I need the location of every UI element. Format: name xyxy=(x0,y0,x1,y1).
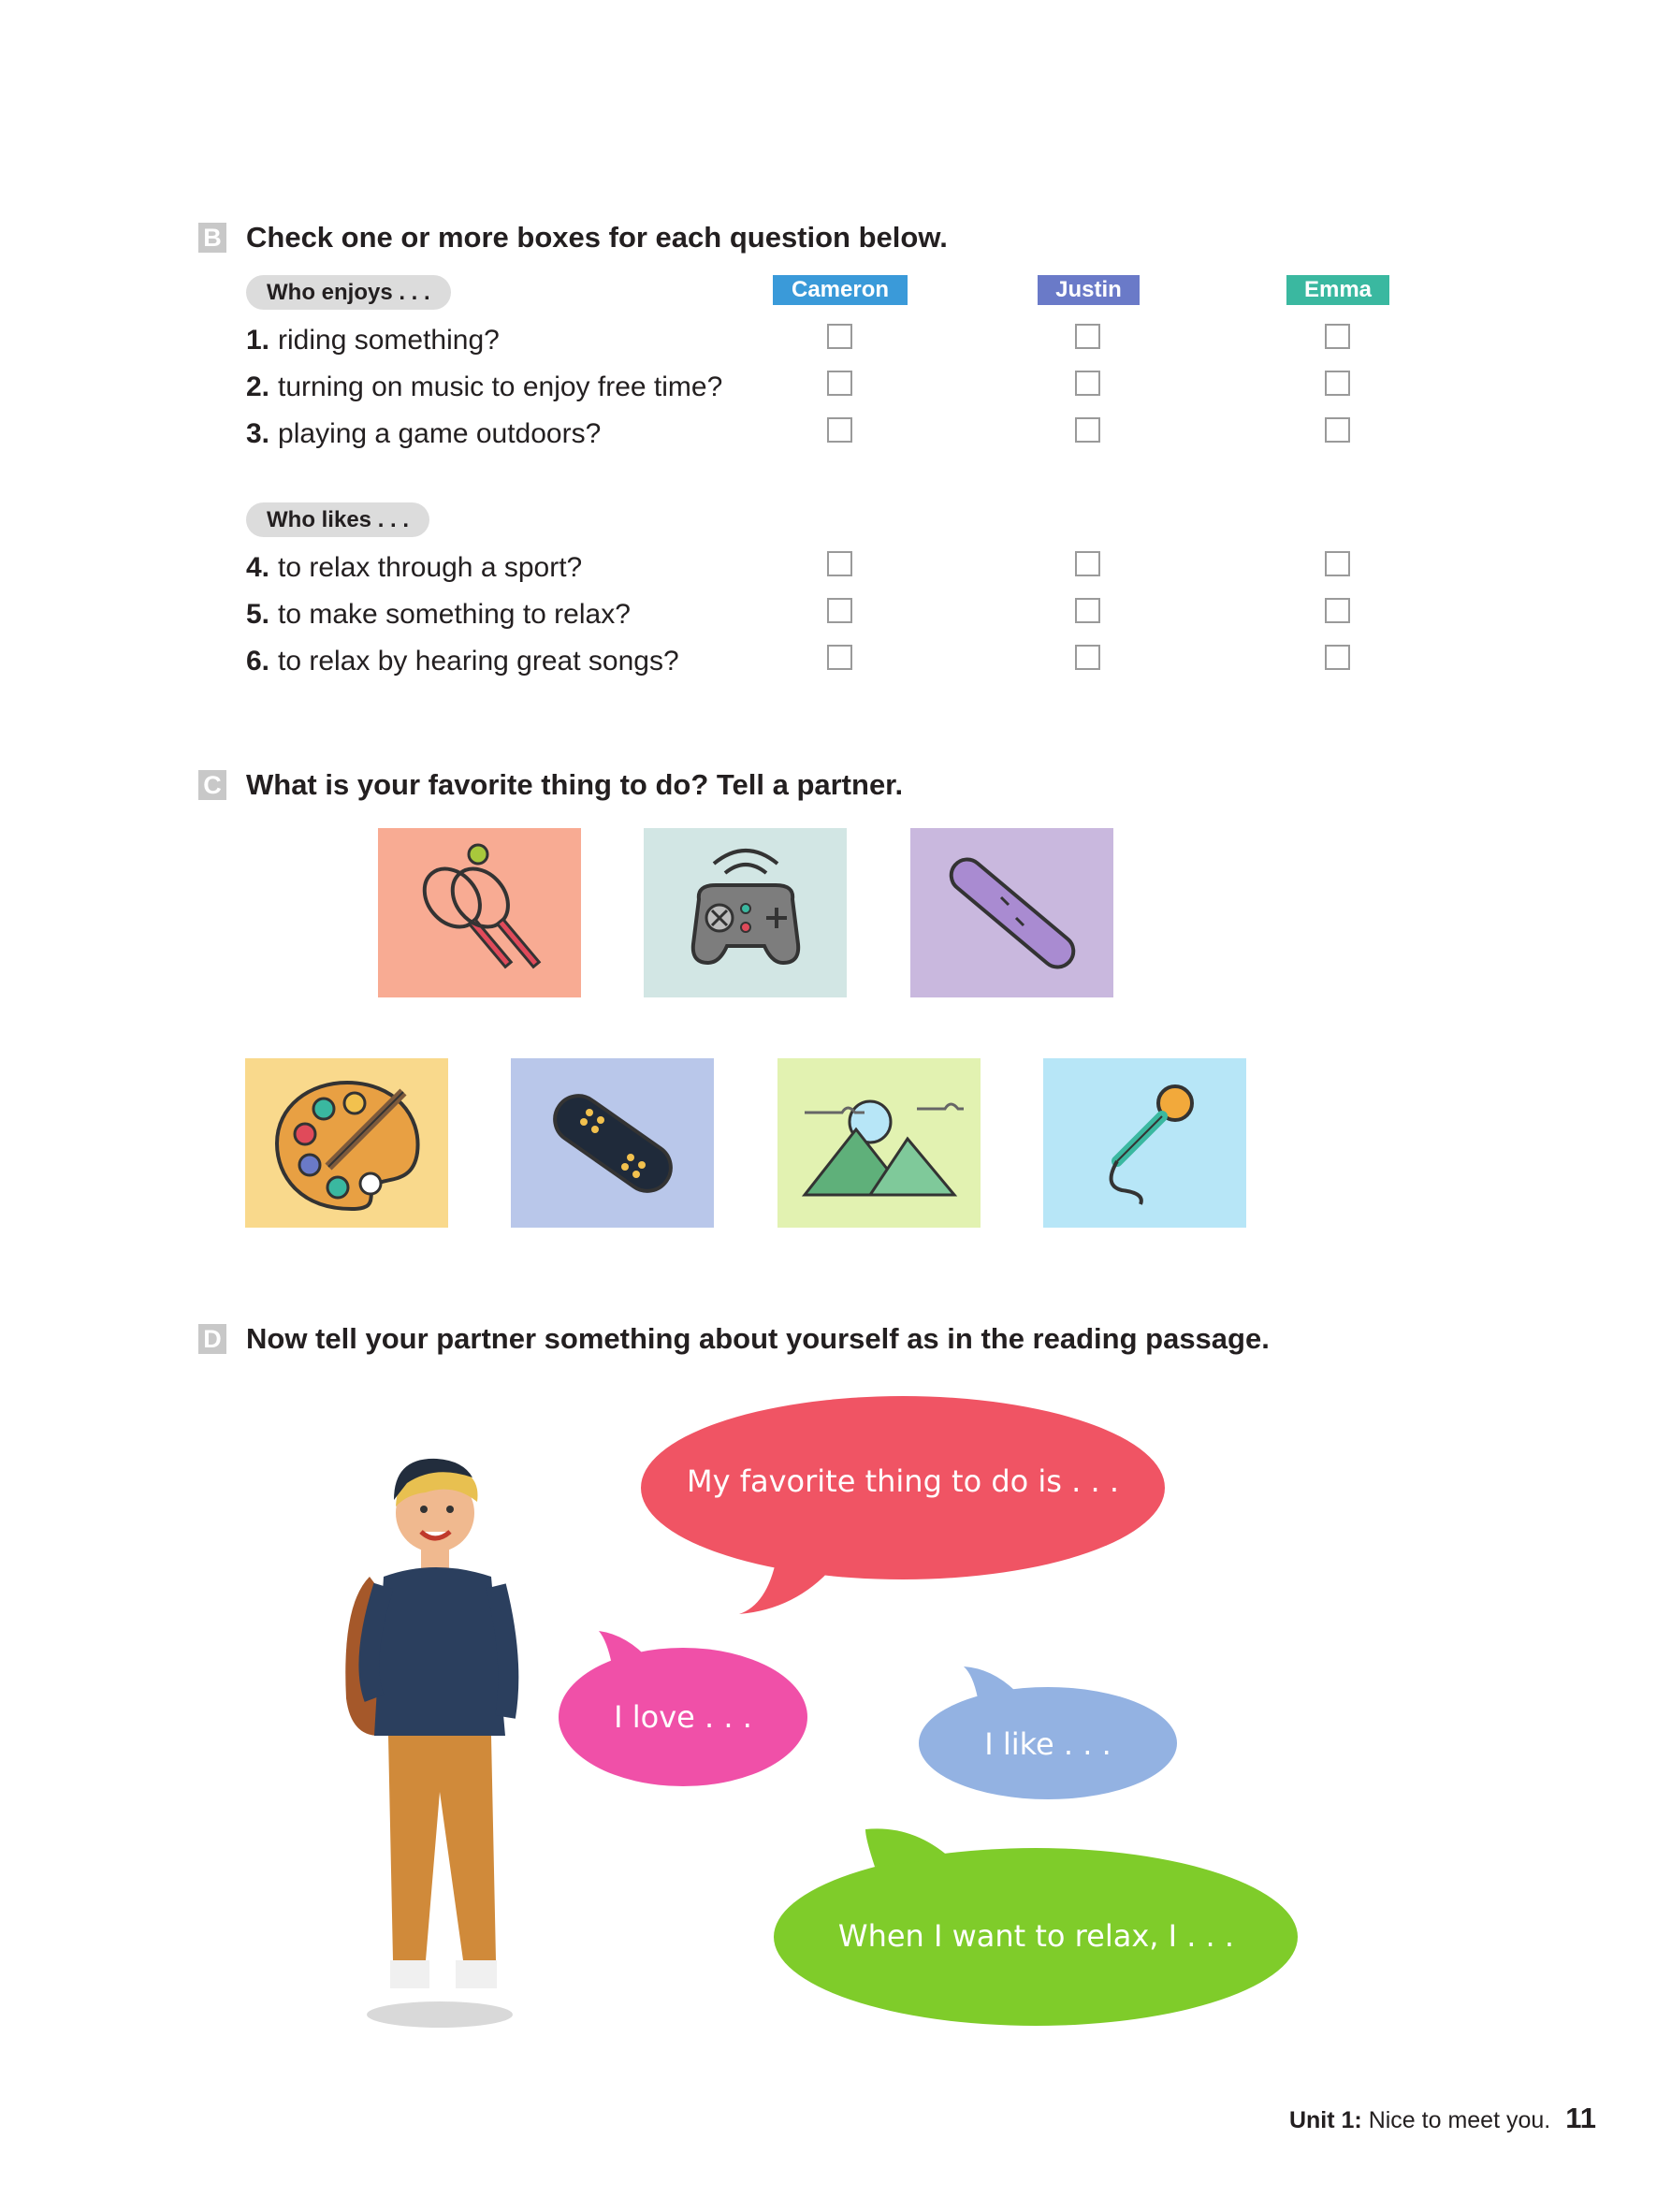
page-footer xyxy=(1289,2102,1596,2135)
skateboard-icon xyxy=(519,1064,706,1223)
section-b-title: Check one or more boxes for each question below. xyxy=(246,221,948,254)
speech-bubble-favorite xyxy=(636,1390,1170,1633)
tile-painting[interactable] xyxy=(245,1058,448,1228)
checkbox-q5-emma[interactable] xyxy=(1325,598,1350,623)
snowboard-icon xyxy=(919,834,1106,993)
section-d-letter: D xyxy=(198,1324,226,1354)
checkbox-q2-cameron[interactable] xyxy=(827,371,852,396)
checkbox-q2-emma[interactable] xyxy=(1325,371,1350,396)
checkbox-q1-justin[interactable] xyxy=(1075,324,1100,349)
checkbox-q6-cameron[interactable] xyxy=(827,645,852,670)
checkbox-q4-emma[interactable] xyxy=(1325,551,1350,576)
checkbox-q4-justin[interactable] xyxy=(1075,551,1100,576)
tile-tennis[interactable] xyxy=(378,828,581,997)
checkbox-q4-cameron[interactable] xyxy=(827,551,852,576)
footer-unit: Unit 1: xyxy=(1288,2107,1362,2133)
paint-palette-icon xyxy=(254,1064,441,1223)
column-emma: Emma xyxy=(1286,275,1389,305)
column-cameron: Cameron xyxy=(773,275,908,305)
page-number: 11 xyxy=(1565,2102,1596,2134)
bubble-like-text: I like . . . xyxy=(984,1726,1112,1762)
microphone-icon xyxy=(1052,1064,1239,1223)
checkbox-q3-cameron[interactable] xyxy=(827,417,852,443)
question-1-text: riding something? xyxy=(278,325,500,356)
who-enjoys-label: Who enjoys . . . xyxy=(246,275,451,310)
tile-singing[interactable] xyxy=(1043,1058,1246,1228)
checkbox-q1-emma[interactable] xyxy=(1325,324,1350,349)
game-controller-icon xyxy=(652,834,839,993)
question-3-text: playing a game outdoors? xyxy=(278,418,602,449)
checkbox-q2-justin[interactable] xyxy=(1075,371,1100,396)
question-5: 5. to make something to relax? xyxy=(246,599,631,630)
section-d-title: Now tell your partner something about yourself as in the reading passage. xyxy=(246,1322,1270,1355)
question-4: 4. to relax through a sport? xyxy=(246,552,583,583)
question-2-text: turning on music to enjoy free time? xyxy=(278,371,723,402)
tile-hiking[interactable] xyxy=(777,1058,981,1228)
checkbox-q6-emma[interactable] xyxy=(1325,645,1350,670)
question-6-text: to relax by hearing great songs? xyxy=(278,646,679,677)
question-3: 3. playing a game outdoors? xyxy=(246,418,602,449)
checkbox-q6-justin[interactable] xyxy=(1075,645,1100,670)
checkbox-q5-justin[interactable] xyxy=(1075,598,1100,623)
tile-snowboarding[interactable] xyxy=(910,828,1113,997)
checkbox-q5-cameron[interactable] xyxy=(827,598,852,623)
column-justin: Justin xyxy=(1038,275,1140,305)
tile-skateboarding[interactable] xyxy=(511,1058,714,1228)
question-6: 6. to relax by hearing great songs? xyxy=(246,646,679,677)
checkbox-q3-justin[interactable] xyxy=(1075,417,1100,443)
tile-video-games[interactable] xyxy=(644,828,847,997)
checkbox-q3-emma[interactable] xyxy=(1325,417,1350,443)
question-5-text: to make something to relax? xyxy=(278,599,631,630)
section-b-letter: B xyxy=(198,223,226,253)
tennis-rackets-icon xyxy=(386,834,574,993)
question-2: 2. turning on music to enjoy free time? xyxy=(246,371,723,402)
bubble-relax-text: When I want to relax, I . . . xyxy=(837,1918,1235,1954)
mountains-icon xyxy=(786,1064,973,1223)
bubble-love-text: I love . . . xyxy=(614,1699,752,1735)
bubble-favorite-text: My favorite thing to do is . . . xyxy=(687,1463,1119,1499)
question-4-text: to relax through a sport? xyxy=(278,552,583,583)
boy-illustration xyxy=(332,1455,547,2035)
section-c-title: What is your favorite thing to do? Tell a partner. xyxy=(246,768,904,801)
footer-title: Nice to meet you. xyxy=(1368,2107,1551,2133)
checkbox-q1-cameron[interactable] xyxy=(827,324,852,349)
section-c-letter: C xyxy=(198,770,226,800)
question-1: 1. riding something? xyxy=(246,325,500,356)
who-likes-label: Who likes . . . xyxy=(246,502,429,537)
